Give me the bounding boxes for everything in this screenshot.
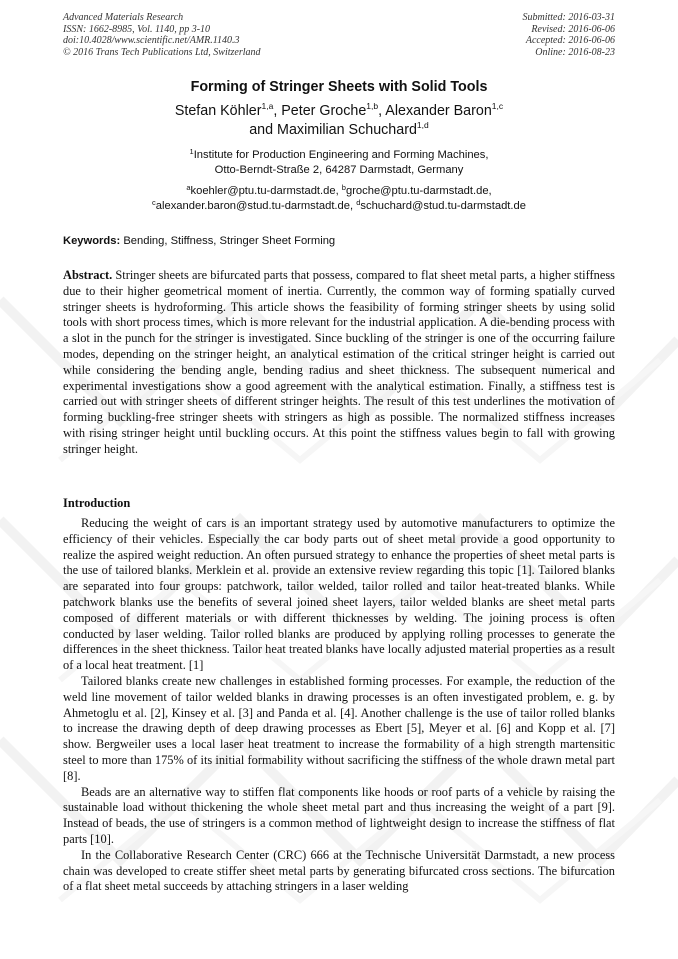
introduction-body (63, 516, 615, 895)
journal-name: Advanced Materials Research (63, 12, 184, 23)
doi-line: doi:10.4028/www.scientific.net/AMR.1140.3 (63, 35, 240, 47)
email-link[interactable]: koehler@ptu.tu-darmstadt.de (190, 185, 336, 197)
affiliation-line-1: Institute for Production Engineering and Forming Machines, (193, 149, 489, 161)
author-name: and Maximilian Schuchard (249, 122, 417, 138)
email-mark: a (186, 183, 191, 192)
intro-paragraph: In the Collaborative Research Center (CRC) 666 at the Technische Universität Darmstadt, a new process chain was developed to create stiffer sheet metal parts by generating bifurcated cross sections. The bifurcation of a flat sheet metal succeeds by attaching stringers in a laser welding (63, 847, 615, 894)
paper-title: Forming of Stringer Sheets with Solid Tools (190, 79, 488, 95)
intro-paragraph: Tailored blanks create new challenges in established forming processes. For example, the reduction of the weld line movement of tailor welded blanks in drawing processes is an often investigated problem, e. g. by Ahmetoglu et al. [2], Kinsey et al. [3] and Panda et al. [4]. Another challenge is the use of tailor rolled blanks to increase the drawing depth of deep drawing processes as Ebert [5], Meyer et al. [6] and Kopp et al. [7] show. Bergweiler uses a local laser heat treatment to increase the formability of a high strength martensitic steel to more than 175% of its initial formability without sacrificing the stiffness of the whole drawn metal part [8]. (63, 673, 615, 783)
abstract (63, 268, 615, 458)
author-separator: , (378, 103, 386, 119)
revised-date: Revised: 2016-06-06 (531, 23, 615, 35)
email-link[interactable]: groche@ptu.tu-darmstadt.de (345, 185, 489, 197)
author-separator: , (273, 103, 282, 119)
intro-paragraph: Reducing the weight of cars is an important strategy used by automotive manufacturers to optimize the efficiency of their vehicles. Especially the car body parts out of sheet metal provide a good opportunity to realize the aspired weight reduction. An often pursued strategy to enhance the properties of sheet metal parts is the use of tailored blanks. Merklein et al. provide an extensive review regarding this topic [1]. Tailored blanks are separated into four groups: patchwork, tailor welded, tailor rolled and tailor heat-treated blanks. While patchwork blanks use the benefits of several joined sheet layers, tailor welded blanks are sheet metal parts composed of different materials or with different thicknesses by welding. The joining process is often conducted by laser welding. Tailor rolled blanks are produced by applying rolling processes to generate the differences in the sheet thickness. Tailor heat treated blanks have locally adjusted material properties as a result of a local heat treatment. [1] (63, 516, 615, 673)
email-mark: c (152, 198, 156, 207)
email-link[interactable]: schuchard@stud.tu-darmstadt.de (360, 200, 526, 212)
author-name: Peter Groche (281, 103, 367, 119)
abstract-label: Abstract. (63, 268, 113, 282)
author-affiliation-mark: 1,d (416, 120, 429, 130)
publication-dates (523, 12, 616, 58)
introduction-heading: Introduction (63, 496, 131, 510)
email-separator: , (488, 185, 492, 197)
email-mark: d (356, 198, 361, 207)
email-separator: , (335, 185, 342, 197)
author-name: Alexander Baron (385, 103, 492, 119)
intro-paragraph: Beads are an alternative way to stiffen flat components like hoods or roof parts of a vehicle by raising the sustainable load without thickening the whole sheet metal part and thus increasing the weight of a part [9]. Instead of beads, the use of stringers is a common method of lightweight design to increase the stiffness of flat parts [10]. (63, 784, 615, 846)
keywords-label: Keywords: (63, 235, 121, 247)
author-affiliation-mark: 1,c (491, 101, 504, 111)
email-list (63, 184, 615, 214)
author-name: Stefan Köhler (174, 103, 262, 119)
keywords (63, 234, 615, 249)
submitted-date: Submitted: 2016-03-31 (522, 12, 615, 23)
author-affiliation-mark: 1,a (261, 101, 274, 111)
email-mark: b (341, 183, 346, 192)
email-separator: , (349, 200, 357, 212)
abstract-text: Stringer sheets are bifurcated parts that possess, compared to flat sheet metal parts, a higher stiffness due to their higher geometrical moment of inertia. Currently, the common way of forming spatially curved stringer sheets is hydroforming. This article shows the feasibility of forming stringer sheets by using solid tools with short process times, which is more relevant for the industrial application. A die-bending process with a slot in the punch for the stringer is investigated. Since buckling of the stringer is one of the occurring failure modes, depending on the stringer height, an analytical estimation of the critical stringer height is carried out while considering the bending angle, bending radius and sheet thickness. The subsequent numerical and experimental investigations show a good agreement with the analytical estimation. Finally, a stiffness test is carried out with stringer sheets of different stringer heights. The result of this test underlines the motivation of forming buckling-free stringer sheets with stringers as high as possible. The normalized stiffness increases with rising stringer height until buckling occurs. At this point the stiffness values begin to fall with growing stringer height. (63, 268, 615, 456)
author-line-2 (63, 121, 615, 140)
affiliation (63, 148, 615, 178)
author-line-1 (63, 102, 615, 121)
affiliation-mark: 1 (189, 147, 194, 156)
keywords-text: Bending, Stiffness, Stringer Sheet Forming (123, 235, 336, 247)
copyright-line: © 2016 Trans Tech Publications Ltd, Switzerland (63, 46, 261, 58)
issn-line: ISSN: 1662-8985, Vol. 1140, pp 3-10 (63, 23, 211, 35)
author-affiliation-mark: 1,b (366, 101, 379, 111)
online-date: Online: 2016-08-23 (535, 46, 615, 58)
email-link[interactable]: alexander.baron@stud.tu-darmstadt.de (155, 200, 350, 212)
author-list (63, 102, 615, 140)
journal-info (63, 12, 261, 58)
affiliation-line-2: Otto-Berndt-Straße 2, 64287 Darmstadt, Germany (214, 164, 464, 176)
accepted-date: Accepted: 2016-06-06 (525, 35, 615, 47)
